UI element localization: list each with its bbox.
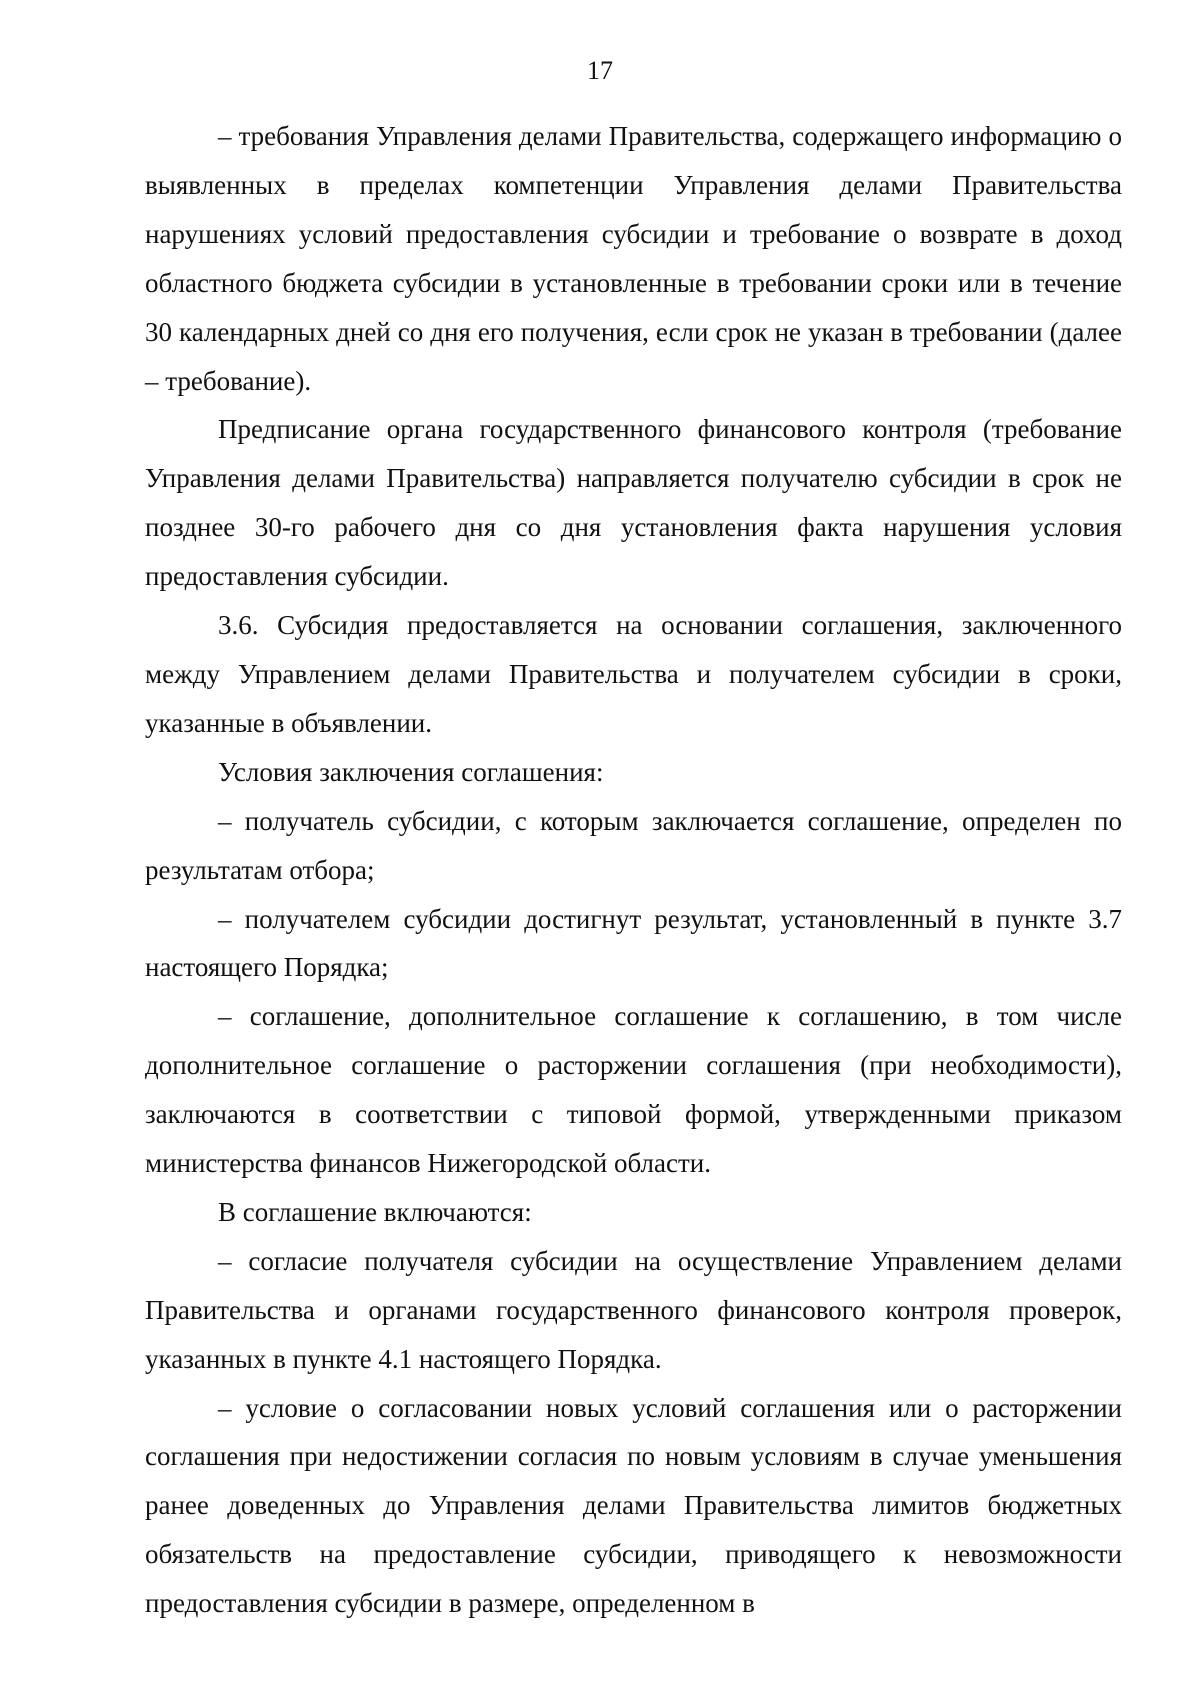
paragraph-condition-form: – соглашение, дополнительное соглашение к соглашению, в том числе дополнительное соглашение о расторжении соглашения (при необходимости), заключаются в соответствии с типовой формой, утвержденными приказом министерства финансов Нижегородской области. (145, 1001, 1122, 1179)
document-body (145, 112, 1122, 1628)
paragraph-condition-recipient: – получатель субсидии, с которым заключается соглашение, определен по результатам отбора; (145, 805, 1122, 885)
page-number: 17 (587, 56, 613, 85)
paragraph-prescription: Предписание органа государственного финансового контроля (требование Управления делами Правительства) направляется получателю субсидии в срок не позднее 30-го рабочего дня со дня установления факта нарушения условия предоставления субсидии. (145, 414, 1122, 592)
paragraph-agreement-conditions-heading: Условия заключения соглашения: (218, 756, 604, 787)
paragraph-3-6: 3.6. Субсидия предоставляется на основании соглашения, заключенного между Управлением делами Правительства и получателем субсидии в сроки, указанные в объявлении. (145, 610, 1122, 738)
paragraph-included-consent: – согласие получателя субсидии на осуществление Управлением делами Правительства и органами государственного финансового контроля проверок, указанных в пункте 4.1 настоящего Порядка. (145, 1245, 1122, 1374)
paragraph-condition-result: – получателем субсидии достигнут результат, установленный в пункте 3.7 настоящего Порядка; (145, 903, 1122, 983)
paragraph-included-heading: В соглашение включаются: (218, 1196, 532, 1227)
paragraph-demand-info: – требования Управления делами Правительства, содержащего информацию о выявленных в пределах компетенции Управления делами Правительства нарушениях условий предоставления субсидии и требование о возврате в доход областного бюджета субсидии в установленные в требовании сроки или в течение 30 календарных дней со дня его получения, если срок не указан в требовании (далее – требование). (145, 121, 1122, 396)
paragraph-included-new-conditions: – условие о согласовании новых условий соглашения или о расторжении соглашения при недостижении согласия по новым условиям в случае уменьшения ранее доведенных до Управления делами Правительства лимитов бюджетных обязательств на предоставление субсидии, приводящего к невозможности предоставления субсидии в размере, определенном в (145, 1392, 1122, 1619)
